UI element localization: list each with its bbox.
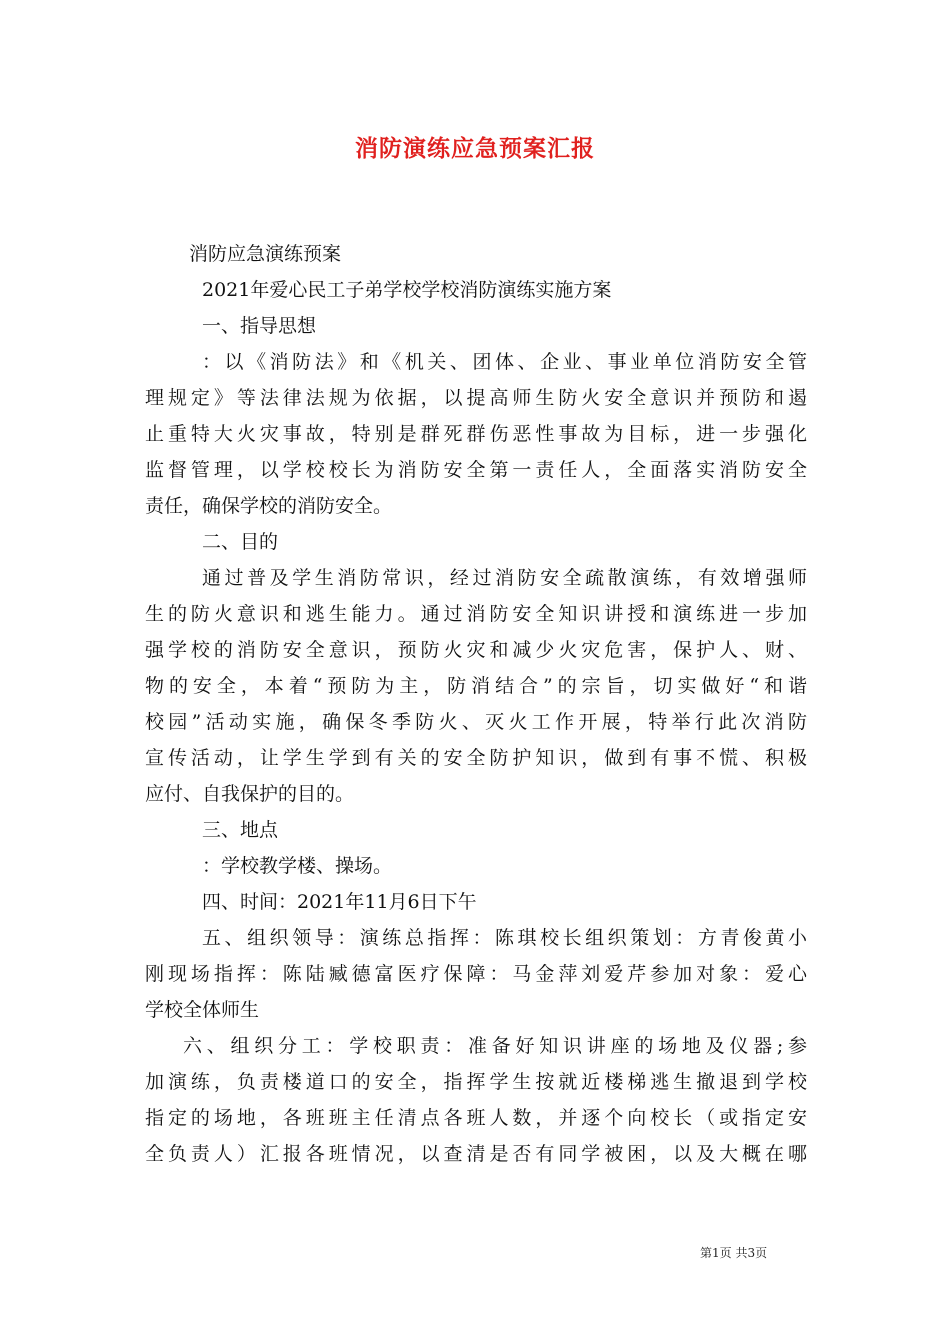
paragraph-line: 2021年爱心民工子弟学校学校消防演练实施方案 bbox=[202, 279, 612, 301]
paragraph-line: 五、组织领导：演练总指挥：陈琪校长组织策划：方青俊黄小 bbox=[202, 927, 807, 949]
paragraph-line: 通过普及学生消防常识，经过消防安全疏散演练，有效增强师 bbox=[202, 567, 807, 589]
paragraph-line: 责任，确保学校的消防安全。 bbox=[145, 495, 393, 517]
paragraph-line: 物的安全，本着“预防为主，防消结合”的宗旨，切实做好“和谐 bbox=[145, 675, 807, 697]
paragraph-line: 强学校的消防安全意识，预防火灾和减少火灾危害，保护人、财、 bbox=[145, 639, 807, 661]
paragraph-line: 应付、自我保护的目的。 bbox=[145, 783, 355, 805]
paragraph-line: 六、组织分工：学校职责：准备好知识讲座的场地及仪器;参 bbox=[183, 1035, 807, 1057]
paragraph-line: 二、目的 bbox=[202, 531, 279, 553]
paragraph-line: 生的防火意识和逃生能力。通过消防安全知识讲授和演练进一步加 bbox=[145, 603, 807, 625]
paragraph-line: 理规定》等法律法规为依据，以提高师生防火安全意识并预防和遏 bbox=[145, 387, 807, 409]
paragraph-line: 一、指导思想 bbox=[202, 315, 317, 337]
document-body bbox=[145, 236, 807, 1172]
paragraph-line: 刚现场指挥：陈陆臧德富医疗保障：马金萍刘爱芹参加对象：爱心 bbox=[145, 963, 807, 985]
paragraph-line: 消防应急演练预案 bbox=[189, 243, 342, 265]
paragraph-line: 宣传活动，让学生学到有关的安全防护知识，做到有事不慌、积极 bbox=[145, 747, 807, 769]
paragraph-line: 全负责人）汇报各班情况，以查清是否有同学被困，以及大概在哪 bbox=[145, 1143, 807, 1165]
paragraph-line: ：学校教学楼、操场。 bbox=[202, 855, 393, 877]
paragraph-line: 学校全体师生 bbox=[145, 999, 260, 1021]
document-title: 消防演练应急预案汇报 bbox=[355, 135, 595, 162]
page-footer: 第1页 共3页 bbox=[700, 1246, 768, 1260]
paragraph-line: 指定的场地，各班班主任清点各班人数，并逐个向校长（或指定安 bbox=[145, 1107, 807, 1129]
paragraph-line: 四、时间：2021年11月6日下午 bbox=[202, 891, 477, 913]
paragraph-line: 止重特大火灾事故，特别是群死群伤恶性事故为目标，进一步强化 bbox=[145, 423, 807, 445]
paragraph-line: 加演练，负责楼道口的安全，指挥学生按就近楼梯逃生撤退到学校 bbox=[145, 1071, 807, 1093]
paragraph-line: 三、地点 bbox=[202, 819, 279, 841]
paragraph-line: 校园”活动实施，确保冬季防火、灭火工作开展，特举行此次消防 bbox=[145, 711, 807, 733]
paragraph-line: 监督管理，以学校校长为消防安全第一责任人，全面落实消防安全 bbox=[145, 459, 807, 481]
paragraph-line: ：以《消防法》和《机关、团体、企业、事业单位消防安全管 bbox=[202, 351, 807, 373]
